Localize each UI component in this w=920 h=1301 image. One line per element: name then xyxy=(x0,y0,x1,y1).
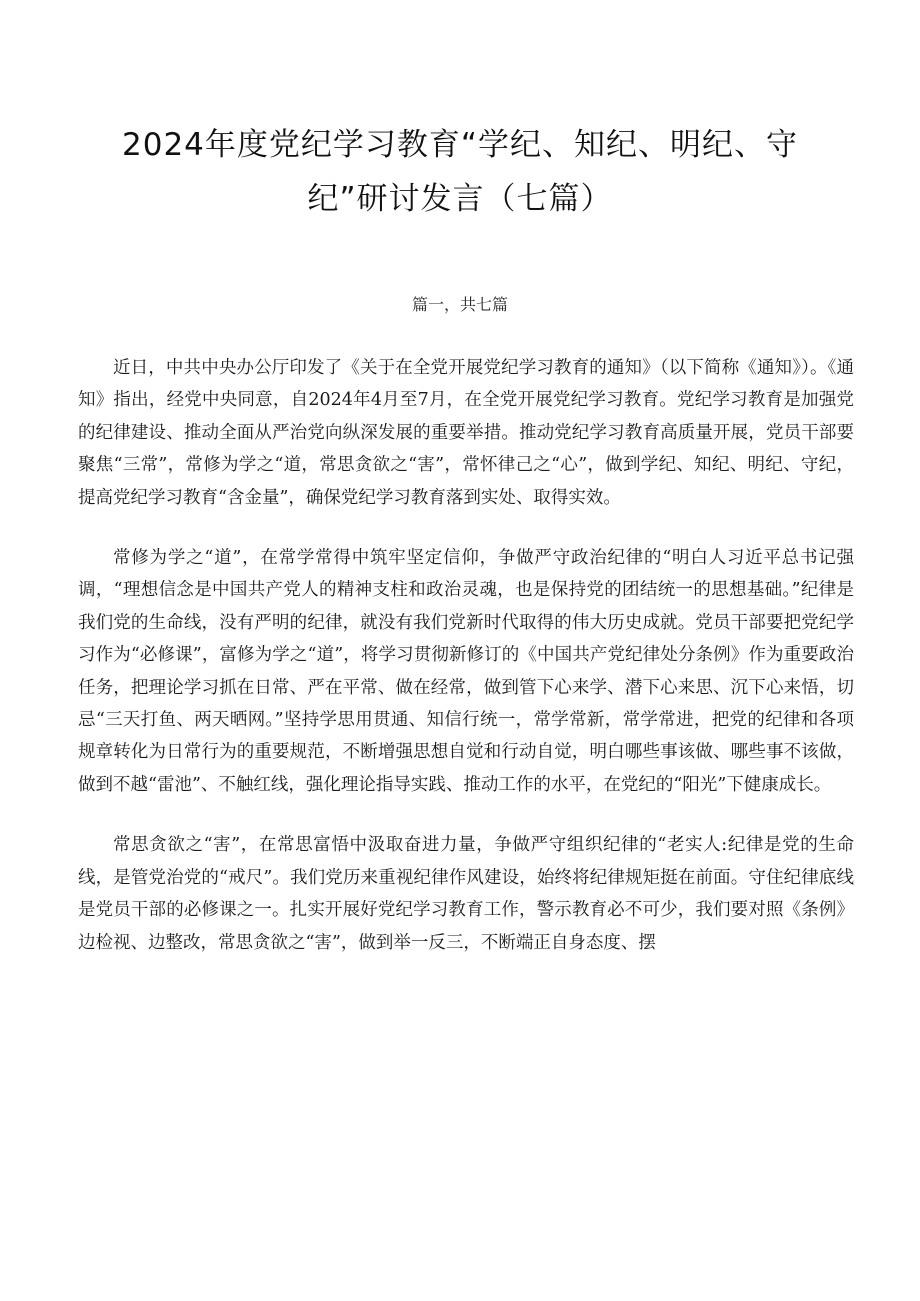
paragraph-1: 近日，中共中央办公厅印发了《关于在全党开展党纪学习教育的通知》（以下简称《通知》）。《通知》指出，经党中央同意，自2024年4月至7月，在全党开展党纪学习教育。党纪学习教育是加强党的纪律建设、推动全面从严治党向纵深发展的重要举措。推动党纪学习教育高质量开展，党员干部要聚焦“三常”，常修为学之“道，常思贪欲之“害”，常怀律己之“心”，做到学纪、知纪、明纪、守纪，提高党纪学习教育“含金量”，确保党纪学习教育落到实处、取得实效。 xyxy=(78,358,854,508)
paragraph-3: 常思贪欲之“害”，在常思富悟中汲取奋进力量，争做严守组织纪律的“老实人:纪律是党的生命线，是管党治党的“戒尺”。我们党历来重视纪律作风建设，始终将纪律规矩挺在前面。守住纪律底线是党员干部的必修课之一。扎实开展好党纪学习教育工作，警示教育必不可少，我们要对照《条例》边检视、边整改，常思贪欲之“害”，做到举一反三，不断端正自身态度、摆 xyxy=(78,835,854,953)
paragraph-2: 常修为学之“道”，在常学常得中筑牢坚定信仰，争做严守政治纪律的“明白人习近平总书记强调，“理想信念是中国共产党人的精神支柱和政治灵魂，也是保持党的团结统一的思想基础。”纪律是我们党的生命线，没有严明的纪律，就没有我们党新时代取得的伟大历史成就。党员干部要把党纪学习作为“必修课”，富修为学之“道”，将学习贯彻新修订的《中国共产党纪律处分条例》作为重要政治任务，把理论学习抓在日常、严在平常、做在经常，做到管下心来学、潜下心来思、沉下心来悟，切忌“三天打鱼、两天晒网。”坚持学思用贯通、知信行统一，常学常新，常学常进，把党的纪律和各项规章转化为日常行为的重要规范，不断增强思想自觉和行动自觉，明白哪些事该做、哪些事不该做，做到不越“雷池”、不触红线，强化理论指导实践、推动工作的水平，在党纪的“阳光”下健康成长。 xyxy=(78,548,854,795)
document-title: 2024年度党纪学习教育“学纪、知纪、明纪、守纪”研讨发言（七篇） xyxy=(122,127,798,217)
section-heading: 篇一，共七篇 xyxy=(411,295,508,314)
document-body xyxy=(78,352,854,987)
